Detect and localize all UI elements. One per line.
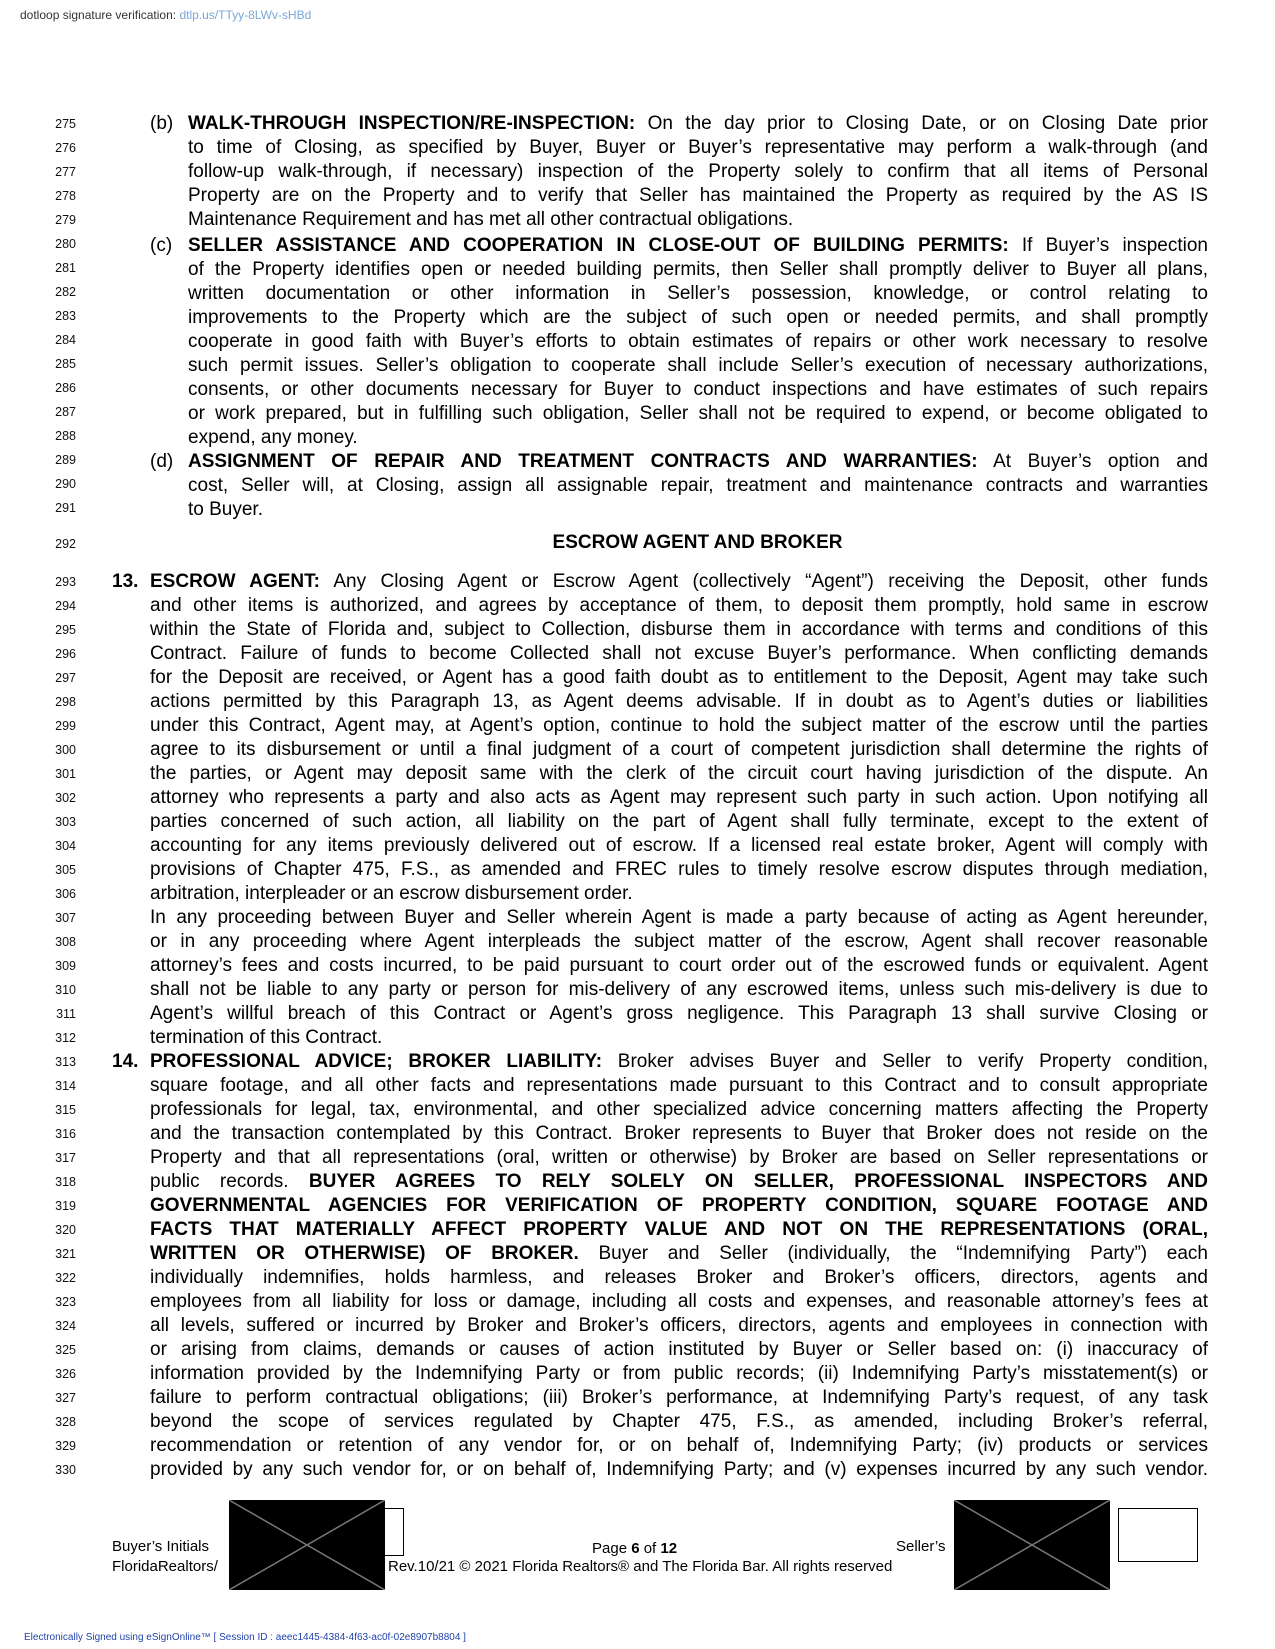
- text-line: actions permitted by this Paragraph 13, as Agent deems advisable. If in doubt as to Agent’s duties or liabilities: [150, 691, 1208, 712]
- line-number: 301: [55, 767, 76, 781]
- redaction-box-buyer: [229, 1500, 385, 1590]
- text-line: recommendation or retention of any vendor for, or on behalf of, Indemnifying Party; (iv) products or services: [150, 1435, 1208, 1456]
- text-line: information provided by the Indemnifying Party or from public records; (ii) Indemnifying Party’s misstatement(s) or: [150, 1363, 1208, 1384]
- line-number: 324: [55, 1319, 76, 1333]
- line-number: 313: [55, 1055, 76, 1069]
- text-line: and the transaction contemplated by this Contract. Broker represents to Buyer that Broker does not reside on the: [150, 1123, 1208, 1144]
- line-number: 286: [55, 381, 76, 395]
- text-line: under this Contract, Agent may, at Agent’s option, continue to hold the subject matter of the escrow until the parties: [150, 715, 1208, 736]
- text-line: such permit issues. Seller’s obligation to cooperate shall include Seller’s execution of necessary authorizations,: [188, 355, 1208, 376]
- line-number: 296: [55, 647, 76, 661]
- text-line: square footage, and all other facts and representations made pursuant to this Contract and to consult appropriate: [150, 1075, 1208, 1096]
- line-number: 284: [55, 333, 76, 347]
- line-number: 311: [56, 1007, 76, 1021]
- line-number: 300: [55, 743, 76, 757]
- redaction-box-seller: [954, 1500, 1110, 1590]
- line-number: 315: [55, 1103, 76, 1117]
- text-line: beyond the scope of services regulated by Chapter 475, F.S., as amended, including Broker’s referral,: [150, 1411, 1208, 1432]
- text-line: provided by any such vendor for, or on behalf of, Indemnifying Party; and (v) expenses incurred by any such vendor.: [150, 1459, 1208, 1480]
- text-line: or in any proceeding where Agent interpleads the subject matter of the escrow, Agent shall recover reasonable: [150, 931, 1208, 952]
- line-number: 330: [55, 1463, 76, 1477]
- section-b-first-line: WALK-THROUGH INSPECTION/RE-INSPECTION: On the day prior to Closing Date, or on Closing Date prior: [188, 113, 1209, 134]
- line-number: 295: [55, 623, 76, 637]
- line-number: 309: [55, 959, 76, 973]
- line-number: 307: [55, 911, 76, 925]
- text-line: employees from all liability for loss or damage, including all costs and expenses, and reasonable attorney’s fees at: [150, 1291, 1208, 1312]
- line-number: 318: [55, 1175, 76, 1189]
- line-number: 319: [55, 1199, 76, 1213]
- text-line: provisions of Chapter 475, F.S., as amended and FREC rules to timely resolve escrow disputes through mediation,: [150, 859, 1208, 880]
- text-line: accounting for any items previously delivered out of escrow. If a licensed real estate broker, Agent will comply with: [150, 835, 1208, 856]
- redaction-cross-icon: [954, 1500, 1110, 1590]
- line-number: 306: [55, 887, 76, 901]
- text-line: professionals for legal, tax, environmental, and other specialized advice concerning matters affecting the Property: [150, 1099, 1208, 1120]
- form-id: FloridaRealtors/: [112, 1558, 218, 1575]
- line-number: 308: [55, 935, 76, 949]
- text-line: Property are on the Property and to verify that Seller has maintained the Property as required by the AS IS: [188, 185, 1208, 206]
- text-line: or arising from claims, demands or causes of action instituted by Buyer or Seller based on: (i) inaccuracy of: [150, 1339, 1208, 1360]
- text-line: or work prepared, but in fulfilling such obligation, Seller shall not be required to expend, or become obligated to: [188, 403, 1208, 424]
- line-number: 304: [55, 839, 76, 853]
- redaction-cross-icon: [229, 1500, 385, 1590]
- page-indicator: Page 6 of 12: [592, 1540, 678, 1557]
- line-number: 317: [55, 1151, 76, 1165]
- text-line: Agent’s willful breach of this Contract or Agent’s gross negligence. This Paragraph 13 shall survive Closing or: [150, 1003, 1208, 1024]
- text-line: attorney’s fees and costs incurred, to be paid pursuant to court order out of the escrowed funds or equivalent. Agent: [150, 955, 1208, 976]
- line-number: 288: [55, 429, 76, 443]
- section-c-first-line: SELLER ASSISTANCE AND COOPERATION IN CLOSE-OUT OF BUILDING PERMITS: If Buyer’s inspection: [188, 235, 1209, 256]
- paragraph-14-line-318: public records. BUYER AGREES TO RELY SOLELY ON SELLER, PROFESSIONAL INSPECTORS AND: [150, 1171, 1208, 1192]
- text-line: termination of this Contract.: [150, 1027, 383, 1048]
- line-number: 323: [55, 1295, 76, 1309]
- line-number: 278: [55, 189, 76, 203]
- text-line: Property and that all representations (oral, written or otherwise) by Broker are based on Seller representations or: [150, 1147, 1208, 1168]
- verification-link[interactable]: dtlp.us/TTyy-8LWv-sHBd: [179, 8, 312, 22]
- line-number: 293: [55, 575, 76, 589]
- item-letter-d: (d): [150, 451, 174, 472]
- text-line: to time of Closing, as specified by Buyer, Buyer or Buyer’s representative may perform a walk-through (and: [188, 137, 1208, 158]
- text-line: failure to perform contractual obligations; (iii) Broker’s performance, at Indemnifying Party’s request, of any task: [150, 1387, 1208, 1408]
- text-line: In any proceeding between Buyer and Seller wherein Agent is made a party because of acting as Agent hereunder,: [150, 907, 1208, 928]
- text-line: expend, any money.: [188, 427, 358, 448]
- text-line: all levels, suffered or incurred by Broker and Broker’s officers, directors, agents and employees in connection with: [150, 1315, 1208, 1336]
- line-number: 283: [55, 309, 76, 323]
- line-number: 285: [55, 357, 76, 371]
- text-line: to Buyer.: [188, 499, 263, 520]
- line-number: 329: [55, 1439, 76, 1453]
- text-line: written documentation or other information in Seller’s possession, knowledge, or control relating to: [188, 283, 1208, 304]
- line-number: 299: [55, 719, 76, 733]
- text-line: FACTS THAT MATERIALLY AFFECT PROPERTY VALUE AND NOT ON THE REPRESENTATIONS (ORAL,: [150, 1219, 1208, 1240]
- line-number: 326: [55, 1367, 76, 1381]
- text-line: arbitration, interpleader or an escrow disbursement order.: [150, 883, 633, 904]
- copyright-notice: Rev.10/21 © 2021 Florida Realtors® and The Florida Bar. All rights reserved: [388, 1558, 893, 1575]
- buyers-initials-label: Buyer’s Initials: [112, 1538, 209, 1555]
- esign-notice: Electronically Signed using eSignOnline™ [ Session ID : aeec1445-4384-4f63-ac0f-02e8907b8804 ]: [24, 1632, 466, 1643]
- paragraph-14-number: 14.: [112, 1051, 139, 1072]
- line-number: 276: [55, 141, 76, 155]
- text-line: shall not be liable to any party or person for mis-delivery of any escrowed items, unless such mis-delivery is due to: [150, 979, 1208, 1000]
- text-line: and other items is authorized, and agrees by acceptance of them, to deposit them promptly, hold same in escrow: [150, 595, 1208, 616]
- text-line: for the Deposit are received, or Agent has a good faith doubt as to entitlement to the Deposit, Agent may take such: [150, 667, 1208, 688]
- line-number: 294: [55, 599, 76, 613]
- line-number: 280: [55, 237, 76, 251]
- text-line: cost, Seller will, at Closing, assign all assignable repair, treatment and maintenance contracts and warranties: [188, 475, 1208, 496]
- line-number: 281: [55, 261, 76, 275]
- sellers-initials-label: Seller’s: [896, 1538, 946, 1555]
- signature-verification: dotloop signature verification: dtlp.us/TTyy-8LWv-sHBd: [20, 8, 312, 22]
- line-number: 290: [55, 477, 76, 491]
- line-number: 325: [55, 1343, 76, 1357]
- line-number: 289: [55, 453, 76, 467]
- text-line: follow-up walk-through, if necessary) inspection of the Property solely to confirm that all items of Personal: [188, 161, 1208, 182]
- text-line: attorney who represents a party and also acts as Agent may represent such party in such action. Upon notifying all: [150, 787, 1208, 808]
- line-number: 279: [55, 213, 76, 227]
- line-number: 310: [55, 983, 76, 997]
- paragraph-14-first-line: PROFESSIONAL ADVICE; BROKER LIABILITY: Broker advises Buyer and Seller to verify Property condition,: [150, 1051, 1208, 1072]
- text-line: within the State of Florida and, subject to Collection, disburse them in accordance with terms and conditions of this: [150, 619, 1208, 640]
- line-number: 327: [55, 1391, 76, 1405]
- text-line: the parties, or Agent may deposit same with the clerk of the circuit court having jurisdiction of the dispute. An: [150, 763, 1208, 784]
- line-number: 328: [55, 1415, 76, 1429]
- paragraph-14-line-321: WRITTEN OR OTHERWISE) OF BROKER. Buyer and Seller (individually, the “Indemnifying Party”) each: [150, 1243, 1208, 1264]
- line-number: 282: [55, 285, 76, 299]
- line-number: 302: [55, 791, 76, 805]
- text-line: consents, or other documents necessary for Buyer to conduct inspections and have estimates of such repairs: [188, 379, 1208, 400]
- text-line: Maintenance Requirement and has met all other contractual obligations.: [188, 209, 794, 230]
- text-line: Contract. Failure of funds to become Collected shall not excuse Buyer’s performance. When conflicting demands: [150, 643, 1208, 664]
- seller-initials-box[interactable]: [1118, 1508, 1198, 1562]
- text-line: GOVERNMENTAL AGENCIES FOR VERIFICATION OF PROPERTY CONDITION, SQUARE FOOTAGE AND: [150, 1195, 1208, 1216]
- text-line: parties concerned of such action, all liability on the part of Agent shall fully terminate, except to the extent of: [150, 811, 1208, 832]
- line-number: 298: [55, 695, 76, 709]
- paragraph-13-number: 13.: [112, 571, 139, 592]
- line-number: 287: [55, 405, 76, 419]
- item-letter-c: (c): [150, 235, 173, 256]
- line-number: 320: [55, 1223, 76, 1237]
- paragraph-13-first-line: ESCROW AGENT: Any Closing Agent or Escrow Agent (collectively “Agent”) receiving the Deposit, other funds: [150, 571, 1208, 592]
- line-number: 297: [55, 671, 76, 685]
- line-number: 292: [55, 537, 76, 551]
- line-number: 322: [55, 1271, 76, 1285]
- line-number: 316: [55, 1127, 76, 1141]
- line-number: 291: [55, 501, 76, 515]
- line-number: 275: [55, 117, 76, 131]
- item-letter-b: (b): [150, 113, 174, 134]
- section-d-first-line: ASSIGNMENT OF REPAIR AND TREATMENT CONTRACTS AND WARRANTIES: At Buyer’s option and: [188, 451, 1208, 472]
- text-line: improvements to the Property which are the subject of such open or needed permits, and shall promptly: [188, 307, 1208, 328]
- line-number: 312: [55, 1031, 76, 1045]
- line-number: 314: [55, 1079, 76, 1093]
- text-line: of the Property identifies open or needed building permits, then Seller shall promptly deliver to Buyer all plans,: [188, 259, 1208, 280]
- section-heading: ESCROW AGENT AND BROKER: [552, 532, 843, 553]
- line-number: 321: [55, 1247, 76, 1261]
- line-number: 303: [55, 815, 76, 829]
- text-line: agree to its disbursement or until a final judgment of a court of competent jurisdiction shall determine the rights of: [150, 739, 1208, 760]
- line-number: 305: [55, 863, 76, 877]
- text-line: cooperate in good faith with Buyer’s efforts to obtain estimates of repairs or other work necessary to resolve: [188, 331, 1208, 352]
- text-line: individually indemnifies, holds harmless, and releases Broker and Broker’s officers, directors, agents and: [150, 1267, 1208, 1288]
- line-number: 277: [55, 165, 76, 179]
